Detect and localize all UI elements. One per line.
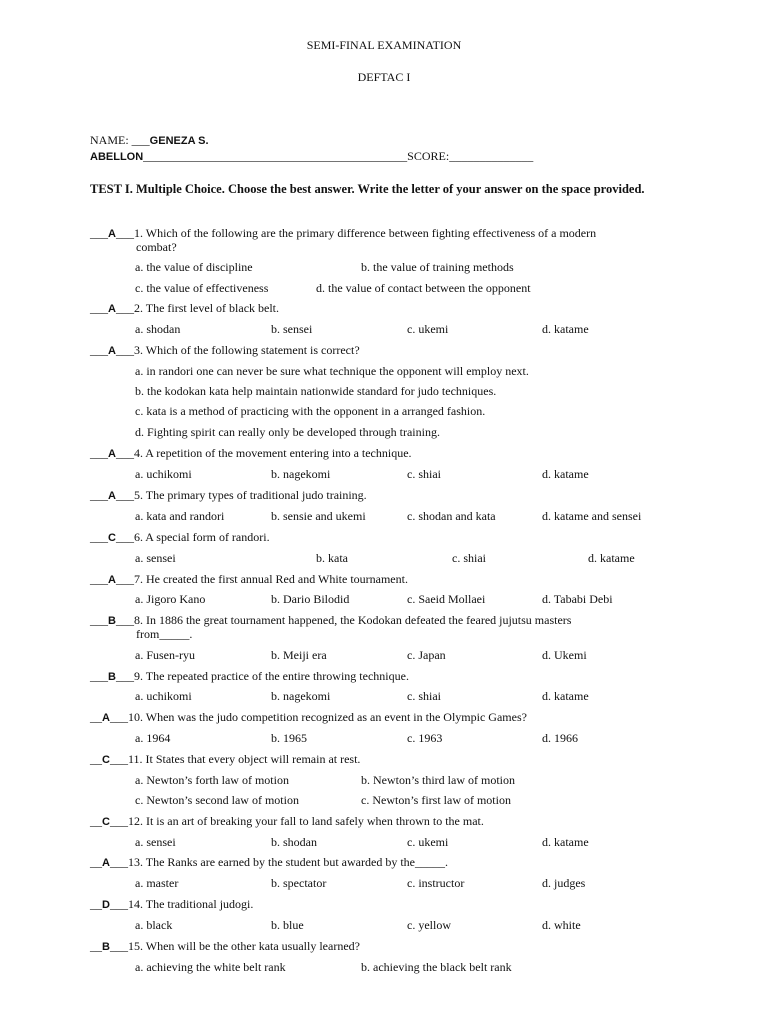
question-4 bbox=[90, 446, 412, 462]
question-6-text: 6. A special form of randori. bbox=[133, 530, 270, 544]
answer-blank-pre: ___ bbox=[90, 488, 108, 502]
question-12-text: 12. It is an art of breaking your fall to land safely when thrown to the mat. bbox=[127, 814, 484, 828]
answer-blank-pre: __ bbox=[90, 897, 102, 911]
question-3-text: 3. Which of the following statement is correct? bbox=[133, 343, 360, 357]
q13-option-d: d. judges bbox=[542, 876, 586, 890]
question-7 bbox=[90, 572, 408, 588]
q6-option-a: a. sensei bbox=[135, 551, 176, 565]
answer-8: B bbox=[108, 615, 116, 627]
answer-blank-post: ___ bbox=[115, 530, 134, 544]
answer-14: D bbox=[102, 899, 110, 911]
question-13-text: 13. The Ranks are earned by the student but awarded by the_____. bbox=[127, 855, 448, 869]
q12-option-a: a. sensei bbox=[135, 835, 176, 849]
q14-option-a: a. black bbox=[135, 918, 173, 932]
question-8 bbox=[90, 613, 572, 641]
answer-11: C bbox=[102, 754, 110, 766]
q7-option-b: b. Dario Bilodid bbox=[271, 592, 350, 606]
q7-option-c: c. Saeid Mollaei bbox=[407, 592, 486, 606]
answer-6: C bbox=[108, 532, 116, 544]
q9-option-a: a. uchikomi bbox=[135, 689, 192, 703]
q3-option-a: a. in randori one can never be sure what technique the opponent will employ next. bbox=[135, 364, 529, 378]
q11-option-a: a. Newton’s forth law of motion bbox=[135, 773, 289, 787]
q4-option-a: a. uchikomi bbox=[135, 467, 192, 481]
q10-option-b: b. 1965 bbox=[271, 731, 307, 745]
answer-blank-post: ___ bbox=[109, 939, 128, 953]
question-1-text-cont: combat? bbox=[136, 240, 177, 254]
q14-option-d: d. white bbox=[542, 918, 581, 932]
answer-7: A bbox=[108, 574, 116, 586]
q9-option-c: c. shiai bbox=[407, 689, 441, 703]
question-12 bbox=[90, 814, 484, 830]
exam-title: SEMI-FINAL EXAMINATION bbox=[306, 38, 462, 52]
q3-option-d: d. Fighting spirit can really only be developed through training. bbox=[135, 425, 440, 439]
answer-9: B bbox=[108, 671, 116, 683]
q4-option-c: c. shiai bbox=[407, 467, 441, 481]
answer-blank-pre: __ bbox=[90, 814, 102, 828]
q15-option-b: b. achieving the black belt rank bbox=[361, 960, 512, 974]
question-1-text: 1. Which of the following are the primary difference between fighting effectiveness of a modern bbox=[133, 226, 597, 240]
q6-option-b: b. kata bbox=[316, 551, 348, 565]
answer-blank-pre: ___ bbox=[90, 343, 108, 357]
answer-5: A bbox=[108, 490, 116, 502]
q7-option-d: d. Tababi Debi bbox=[542, 592, 613, 606]
question-11 bbox=[90, 752, 360, 768]
surname-score-row bbox=[90, 149, 533, 165]
q3-option-b: b. the kodokan kata help maintain nationwide standard for judo techniques. bbox=[135, 384, 497, 398]
question-10-text: 10. When was the judo competition recognized as an event in the Olympic Games? bbox=[127, 710, 527, 724]
q2-option-c: c. ukemi bbox=[407, 322, 449, 336]
answer-blank-post: ___ bbox=[109, 710, 128, 724]
question-4-text: 4. A repetition of the movement entering into a technique. bbox=[133, 446, 412, 460]
question-3 bbox=[90, 343, 360, 359]
name-label: NAME: ___ bbox=[90, 133, 150, 147]
answer-blank-pre: ___ bbox=[90, 301, 108, 315]
answer-blank-post: ___ bbox=[109, 814, 128, 828]
answer-blank-post: ___ bbox=[115, 301, 134, 315]
question-2 bbox=[90, 301, 279, 317]
question-13 bbox=[90, 855, 448, 871]
answer-blank-post: ___ bbox=[115, 613, 134, 627]
answer-12: C bbox=[102, 816, 110, 828]
question-5 bbox=[90, 488, 367, 504]
question-9-text: 9. The repeated practice of the entire throwing technique. bbox=[133, 669, 409, 683]
q4-option-b: b. nagekomi bbox=[271, 467, 331, 481]
q8-option-d: d. Ukemi bbox=[542, 648, 587, 662]
q5-option-d: d. katame and sensei bbox=[542, 509, 642, 523]
test-instruction: TEST I. Multiple Choice. Choose the best answer. Write the letter of your answer on the space provided. bbox=[90, 182, 645, 196]
question-5-text: 5. The primary types of traditional judo training. bbox=[133, 488, 367, 502]
name-row bbox=[90, 133, 209, 149]
q5-option-b: b. sensie and ukemi bbox=[271, 509, 366, 523]
answer-1: A bbox=[108, 228, 116, 240]
answer-10: A bbox=[102, 712, 110, 724]
q1-option-a: a. the value of discipline bbox=[135, 260, 253, 274]
answer-blank-pre: __ bbox=[90, 855, 102, 869]
question-15 bbox=[90, 939, 360, 955]
answer-blank-post: ___ bbox=[115, 343, 134, 357]
q5-option-a: a. kata and randori bbox=[135, 509, 225, 523]
q14-option-b: b. blue bbox=[271, 918, 304, 932]
answer-blank-pre: __ bbox=[90, 752, 102, 766]
score-line: ______________ bbox=[449, 149, 534, 163]
q6-option-c: c. shiai bbox=[452, 551, 486, 565]
answer-13: A bbox=[102, 857, 110, 869]
answer-15: B bbox=[102, 941, 110, 953]
answer-blank-pre: ___ bbox=[90, 226, 108, 240]
q8-option-a: a. Fusen-ryu bbox=[135, 648, 195, 662]
q10-option-d: d. 1966 bbox=[542, 731, 578, 745]
q9-option-d: d. katame bbox=[542, 689, 589, 703]
q14-option-c: c. yellow bbox=[407, 918, 451, 932]
q10-option-c: c. 1963 bbox=[407, 731, 443, 745]
q15-option-a: a. achieving the white belt rank bbox=[135, 960, 286, 974]
q1-option-c: c. the value of effectiveness bbox=[135, 281, 269, 295]
answer-blank-pre: ___ bbox=[90, 669, 108, 683]
q8-option-c: c. Japan bbox=[407, 648, 446, 662]
answer-4: A bbox=[108, 448, 116, 460]
q11-option-c: c. Newton’s second law of motion bbox=[135, 793, 299, 807]
q11-option-b: b. Newton’s third law of motion bbox=[361, 773, 515, 787]
q6-option-d: d. katame bbox=[588, 551, 635, 565]
answer-blank-pre: ___ bbox=[90, 572, 108, 586]
q2-option-d: d. katame bbox=[542, 322, 589, 336]
answer-blank-post: ___ bbox=[109, 752, 128, 766]
answer-blank-pre: ___ bbox=[90, 613, 108, 627]
question-10 bbox=[90, 710, 527, 726]
answer-blank-pre: __ bbox=[90, 939, 102, 953]
q13-option-a: a. master bbox=[135, 876, 179, 890]
q3-option-c: c. kata is a method of practicing with the opponent in a arranged fashion. bbox=[135, 404, 486, 418]
q1-option-b: b. the value of training methods bbox=[361, 260, 514, 274]
answer-blank-post: ___ bbox=[115, 572, 134, 586]
question-14-text: 14. The traditional judogi. bbox=[127, 897, 254, 911]
q8-option-b: b. Meiji era bbox=[271, 648, 327, 662]
q2-option-a: a. shodan bbox=[135, 322, 181, 336]
surname-line: ____________________________________________ bbox=[143, 149, 408, 163]
question-7-text: 7. He created the first annual Red and White tournament. bbox=[133, 572, 408, 586]
q12-option-c: c. ukemi bbox=[407, 835, 449, 849]
q9-option-b: b. nagekomi bbox=[271, 689, 331, 703]
name-value: GENEZA S. bbox=[149, 135, 209, 147]
surname-value: ABELLON bbox=[90, 151, 144, 163]
q1-option-d: d. the value of contact between the opponent bbox=[316, 281, 531, 295]
question-1 bbox=[90, 226, 597, 254]
answer-blank-post: ___ bbox=[109, 897, 128, 911]
question-15-text: 15. When will be the other kata usually learned? bbox=[127, 939, 360, 953]
answer-2: A bbox=[108, 303, 116, 315]
q5-option-c: c. shodan and kata bbox=[407, 509, 496, 523]
answer-blank-post: ___ bbox=[115, 446, 134, 460]
q13-option-c: c. instructor bbox=[407, 876, 465, 890]
question-6 bbox=[90, 530, 270, 546]
exam-subject: DEFTAC I bbox=[357, 70, 411, 84]
question-8-text: 8. In 1886 the great tournament happened, the Kodokan defeated the feared jujutsu masters bbox=[133, 613, 572, 627]
answer-blank-post: ___ bbox=[115, 669, 134, 683]
question-2-text: 2. The first level of black belt. bbox=[133, 301, 280, 315]
answer-blank-pre: __ bbox=[90, 710, 102, 724]
question-9 bbox=[90, 669, 409, 685]
q13-option-b: b. spectator bbox=[271, 876, 327, 890]
q7-option-a: a. Jigoro Kano bbox=[135, 592, 206, 606]
answer-blank-post: ___ bbox=[109, 855, 128, 869]
question-8-text-cont: from_____. bbox=[136, 627, 193, 641]
answer-blank-post: ___ bbox=[115, 226, 134, 240]
q4-option-d: d. katame bbox=[542, 467, 589, 481]
answer-blank-post: ___ bbox=[115, 488, 134, 502]
answer-3: A bbox=[108, 345, 116, 357]
q10-option-a: a. 1964 bbox=[135, 731, 171, 745]
question-14 bbox=[90, 897, 253, 913]
score-label: SCORE: bbox=[407, 149, 450, 163]
answer-blank-pre: ___ bbox=[90, 446, 108, 460]
q11-option-d: c. Newton’s first law of motion bbox=[361, 793, 511, 807]
q2-option-b: b. sensei bbox=[271, 322, 313, 336]
q12-option-d: d. katame bbox=[542, 835, 589, 849]
question-11-text: 11. It States that every object will remain at rest. bbox=[127, 752, 361, 766]
answer-blank-pre: ___ bbox=[90, 530, 108, 544]
q12-option-b: b. shodan bbox=[271, 835, 317, 849]
